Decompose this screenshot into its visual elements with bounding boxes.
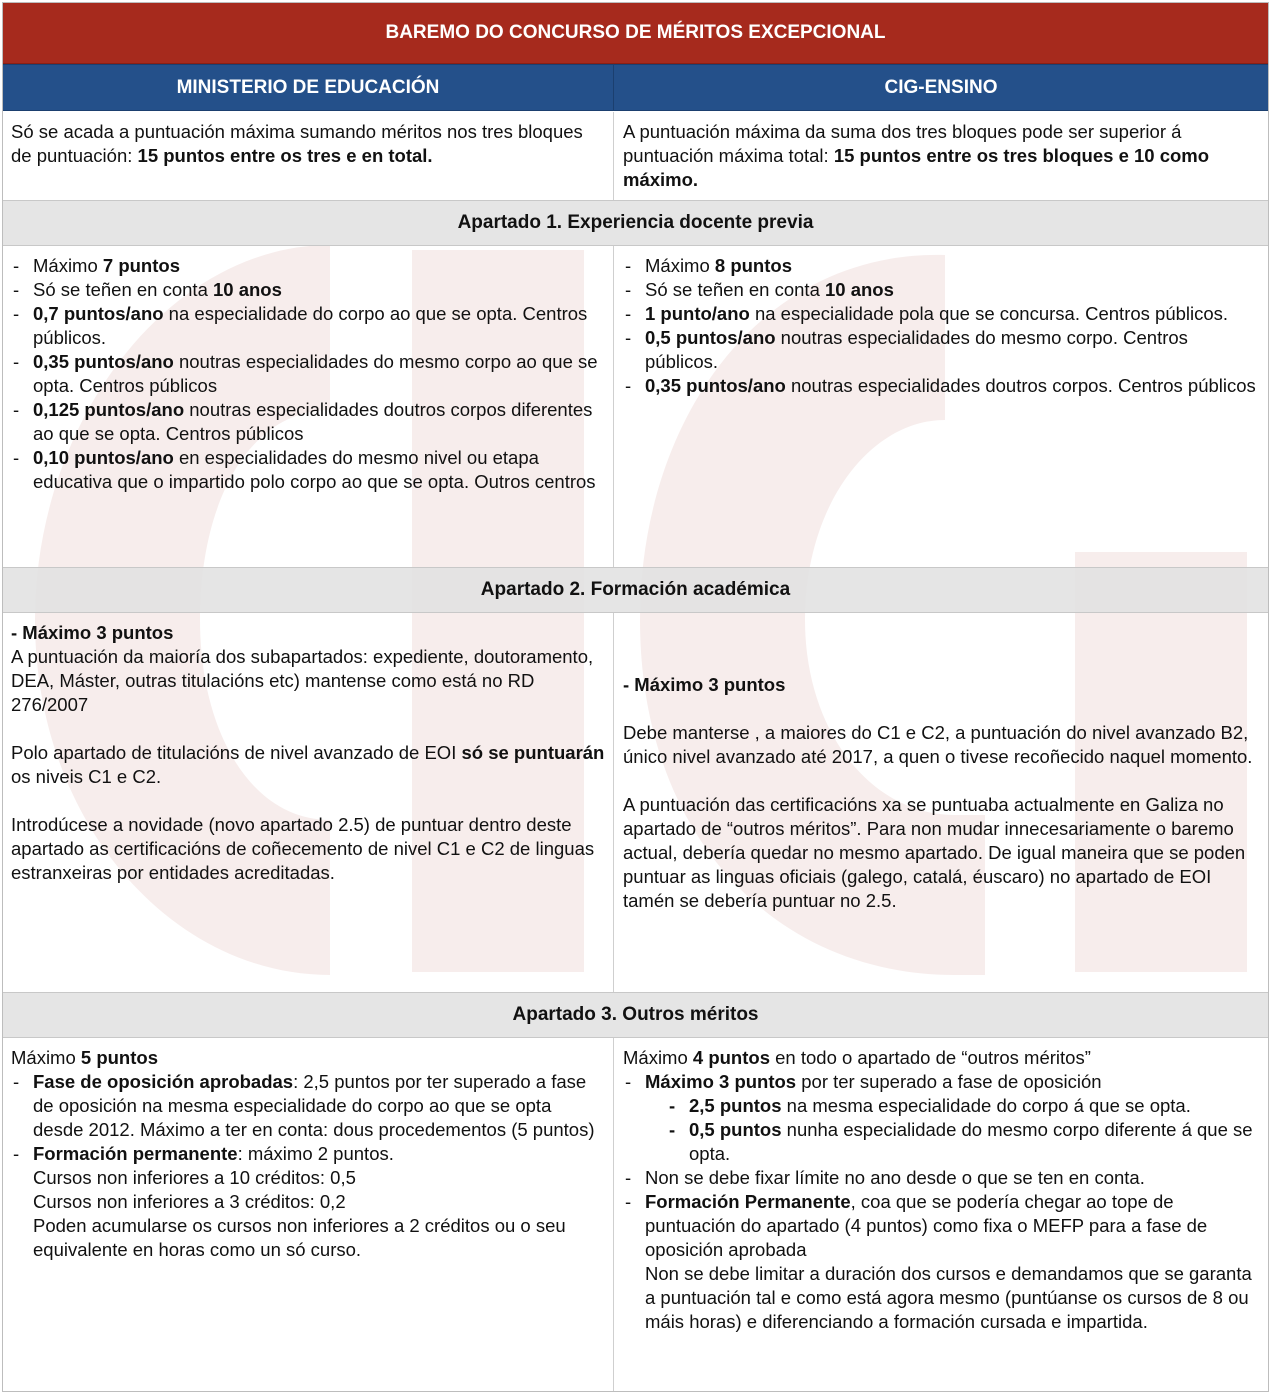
section3-left-list: [11, 1070, 605, 1166]
divider: [613, 246, 614, 567]
section1-right-list: [623, 254, 1261, 398]
list-item: - 0,5 puntos nunha especialidade do mesmo corpo diferente á que se opta.: [667, 1118, 1261, 1166]
section3-left: [2, 1038, 613, 1390]
list-item: - Formación Permanente, coa que se podería chegar ao tope de puntuación do apartado (4 puntos) como fixa o MEFP para a fase de oposición aprobada Non se debe limitar a duración dos cursos e demandamos que se garanta a puntuación tal e como está agora mesmo (puntúanse os cursos de 8 ou máis horas) e diferenciando a formación cursada e impartida.: [623, 1190, 1261, 1334]
section2-left-p2: Polo apartado de titulacións de nivel avanzado de EOI só se puntuarán os niveis C1 e C2.: [11, 742, 605, 787]
list-item: - Máximo 8 puntos: [623, 254, 1261, 278]
list-item: - 0,5 puntos/ano noutras especialidades do mesmo corpo. Centros públicos.: [623, 326, 1261, 374]
section3-left-line2: Cursos non inferiores a 3 créditos: 0,2: [33, 1191, 346, 1212]
list-item: - Só se teñen en conta 10 anos: [623, 278, 1261, 302]
section2-right-p2: A puntuación das certificacións xa se puntuaba actualmente en Galiza no apartado de “outros méritos”. Para non mudar innecesariamente o baremo actual, debería quedar no mesmo apartado. De igual maneira que se poden puntuar as linguas oficiais (galego, catalá, éuscaro) no apartado de EOI tamén se debería puntuar no 2.5.: [623, 794, 1246, 911]
divider: [613, 1038, 614, 1392]
list-item: - Fase de oposición aprobadas: 2,5 puntos por ter superado a fase de oposición na mesma especialidade do corpo ao que se opta desde 2012. Máximo a ter en conta: dous procedementos (5 puntos): [11, 1070, 605, 1142]
list-item: - 0,7 puntos/ano na especialidade do corpo ao que se opta. Centros públicos.: [11, 302, 605, 350]
intro-right-text: A puntuación máxima da suma dos tres bloques pode ser superior á puntuación máxima total:: [623, 121, 1182, 166]
section1-right: [614, 246, 1269, 568]
section3-right-extra: Non se debe limitar a duración dos cursos e demandamos que se garanta a puntuación tal e como está agora mesmo (puntúanse os cursos de 8 ou máis horas) e diferenciando a formación cursada e impartida.: [645, 1263, 1252, 1332]
section3-right: [614, 1038, 1269, 1390]
list-item: - Máximo 3 puntos por ter superado a fase de oposición - 2,5 puntos na mesma especialidade do corpo á que se opta. - 0,5 puntos nunha especialidade do mesmo corpo diferente á que se opta.: [623, 1070, 1261, 1166]
section3-right-max: Máximo 4 puntos en todo o apartado de “outros méritos”: [623, 1047, 1091, 1068]
intro-right-bold: 15 puntos entre os tres bloques e 10 como máximo.: [623, 145, 1210, 190]
divider: [613, 613, 614, 992]
section3-left-line1: Cursos non inferiores a 10 créditos: 0,5: [33, 1167, 356, 1188]
list-item: - 0,10 puntos/ano en especialidades do mesmo nivel ou etapa educativa que o impartido polo corpo ao que se opta. Outros centros: [11, 446, 605, 494]
document-title: BAREMO DO CONCURSO DE MÉRITOS EXCEPCIONAL: [2, 2, 1269, 64]
section-title-formacion: Apartado 2. Formación académica: [2, 567, 1269, 613]
section1-left-list: [11, 254, 605, 494]
intro-left: [2, 112, 613, 200]
section2-left-p3: Introdúcese a novidade (novo apartado 2.5) de puntuar dentro deste apartado as certificacións de coñecemento de nivel C1 e C2 de linguas estranxeiras por entidades acreditadas.: [11, 814, 595, 883]
column-header-cig: CIG-ENSINO: [613, 64, 1269, 111]
intro-left-text: Só se acada a puntuación máxima sumando méritos nos tres bloques de puntuación:: [11, 121, 583, 166]
section3-right-list: [623, 1070, 1261, 1334]
section2-right: [614, 613, 1269, 993]
intro-right: [614, 112, 1269, 200]
section2-left-max: - Máximo 3 puntos: [11, 622, 174, 643]
list-item: - 2,5 puntos na mesma especialidade do corpo á que se opta.: [667, 1094, 1261, 1118]
list-item: - 0,125 puntos/ano noutras especialidades doutros corpos diferentes ao que se opta. Centros públicos: [11, 398, 605, 446]
column-header-ministerio: MINISTERIO DE EDUCACIÓN: [2, 64, 614, 111]
section1-left: [2, 246, 613, 568]
section3-right-sublist: [645, 1094, 1261, 1166]
section2-right-max: - Máximo 3 puntos: [623, 674, 786, 695]
list-item: - Só se teñen en conta 10 anos: [11, 278, 605, 302]
list-item: - Formación permanente: máximo 2 puntos.: [11, 1142, 605, 1166]
list-item: - 0,35 puntos/ano noutras especialidades doutros corpos. Centros públicos: [623, 374, 1261, 398]
section3-left-line3: Poden acumularse os cursos non inferiores a 2 créditos ou o seu equivalente en horas como un só curso.: [33, 1215, 566, 1260]
section2-right-p1: Debe manterse , a maiores do C1 e C2, a puntuación do nivel avanzado B2, único nivel avanzado até 2017, a quen o tivese recoñecido naquel momento.: [623, 722, 1253, 767]
section3-left-max: Máximo 5 puntos: [11, 1047, 158, 1068]
list-item: - 0,35 puntos/ano noutras especialidades do mesmo corpo ao que se opta. Centros públicos: [11, 350, 605, 398]
list-item: - Máximo 7 puntos: [11, 254, 605, 278]
list-item: - 1 punto/ano na especialidade pola que se concursa. Centros públicos.: [623, 302, 1261, 326]
list-item: - Non se debe fixar límite no ano desde o que se ten en conta.: [623, 1166, 1261, 1190]
section2-left: [2, 613, 613, 993]
section-title-experiencia: Apartado 1. Experiencia docente previa: [2, 200, 1269, 246]
intro-left-bold: 15 puntos entre os tres e en total.: [137, 145, 433, 166]
divider: [613, 112, 614, 200]
section-title-outros-meritos: Apartado 3. Outros méritos: [2, 992, 1269, 1038]
section2-left-p1: A puntuación da maioría dos subapartados: expediente, doutoramento, DEA, Máster, outras titulacións etc) mantense como está no RD 276/2007: [11, 646, 594, 715]
